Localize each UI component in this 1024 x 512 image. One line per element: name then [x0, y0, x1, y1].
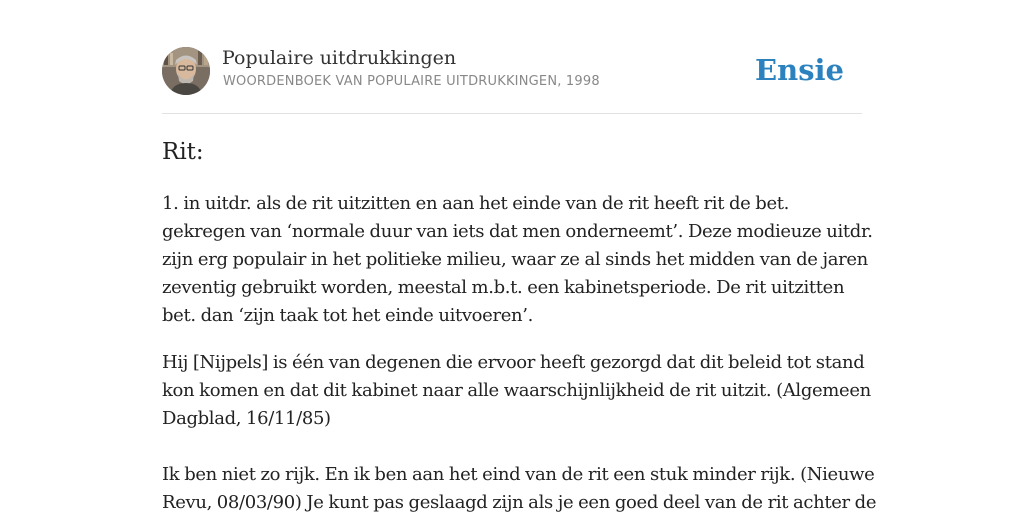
- example-line: kon komen en dat dit kabinet naar alle waarschijnlijkheid de rit uitzit. (Algemeen: [162, 380, 871, 401]
- example-line: Revu, 08/03/90) Je kunt pas geslaagd zijn als je een goed deel van de rit achter de: [162, 492, 877, 512]
- definition-line: 1. in uitdr. als de rit uitzitten en aan het einde van de rit heeft rit de bet.: [162, 193, 790, 214]
- ensie-logo[interactable]: Ensie: [755, 53, 844, 87]
- source-title[interactable]: Populaire uitdrukkingen: [222, 47, 457, 69]
- definition-paragraph: [162, 190, 873, 330]
- header-divider: [162, 113, 862, 114]
- entry-headword: Rit:: [162, 139, 204, 165]
- definition-line: zeventig gebruikt worden, meestal m.b.t. een kabinetsperiode. De rit uitzitten: [162, 277, 845, 298]
- example-line: Hij [Nijpels] is één van degenen die ervoor heeft gezorgd dat dit beleid tot stand: [162, 352, 865, 373]
- definition-line: zijn erg populair in het politieke milieu, waar ze al sinds het midden van de jaren: [162, 249, 868, 270]
- source-header: [162, 46, 862, 96]
- example-line: Dagblad, 16/11/85): [162, 408, 331, 429]
- definition-line: gekregen van ‘normale duur van iets dat men onderneemt’. Deze modieuze uitdr.: [162, 221, 873, 242]
- definition-line: bet. dan ‘zijn taak tot het einde uitvoeren’.: [162, 305, 534, 326]
- example-line: Ik ben niet zo rijk. En ik ben aan het eind van de rit een stuk minder rijk. (Nieuwe: [162, 464, 875, 485]
- example-paragraph-2: [162, 461, 877, 512]
- author-avatar[interactable]: [162, 47, 210, 95]
- author-portrait-icon: [162, 47, 210, 95]
- source-subtitle: WOORDENBOEK VAN POPULAIRE UITDRUKKINGEN, 1998: [223, 74, 600, 89]
- example-paragraph-1: [162, 349, 871, 433]
